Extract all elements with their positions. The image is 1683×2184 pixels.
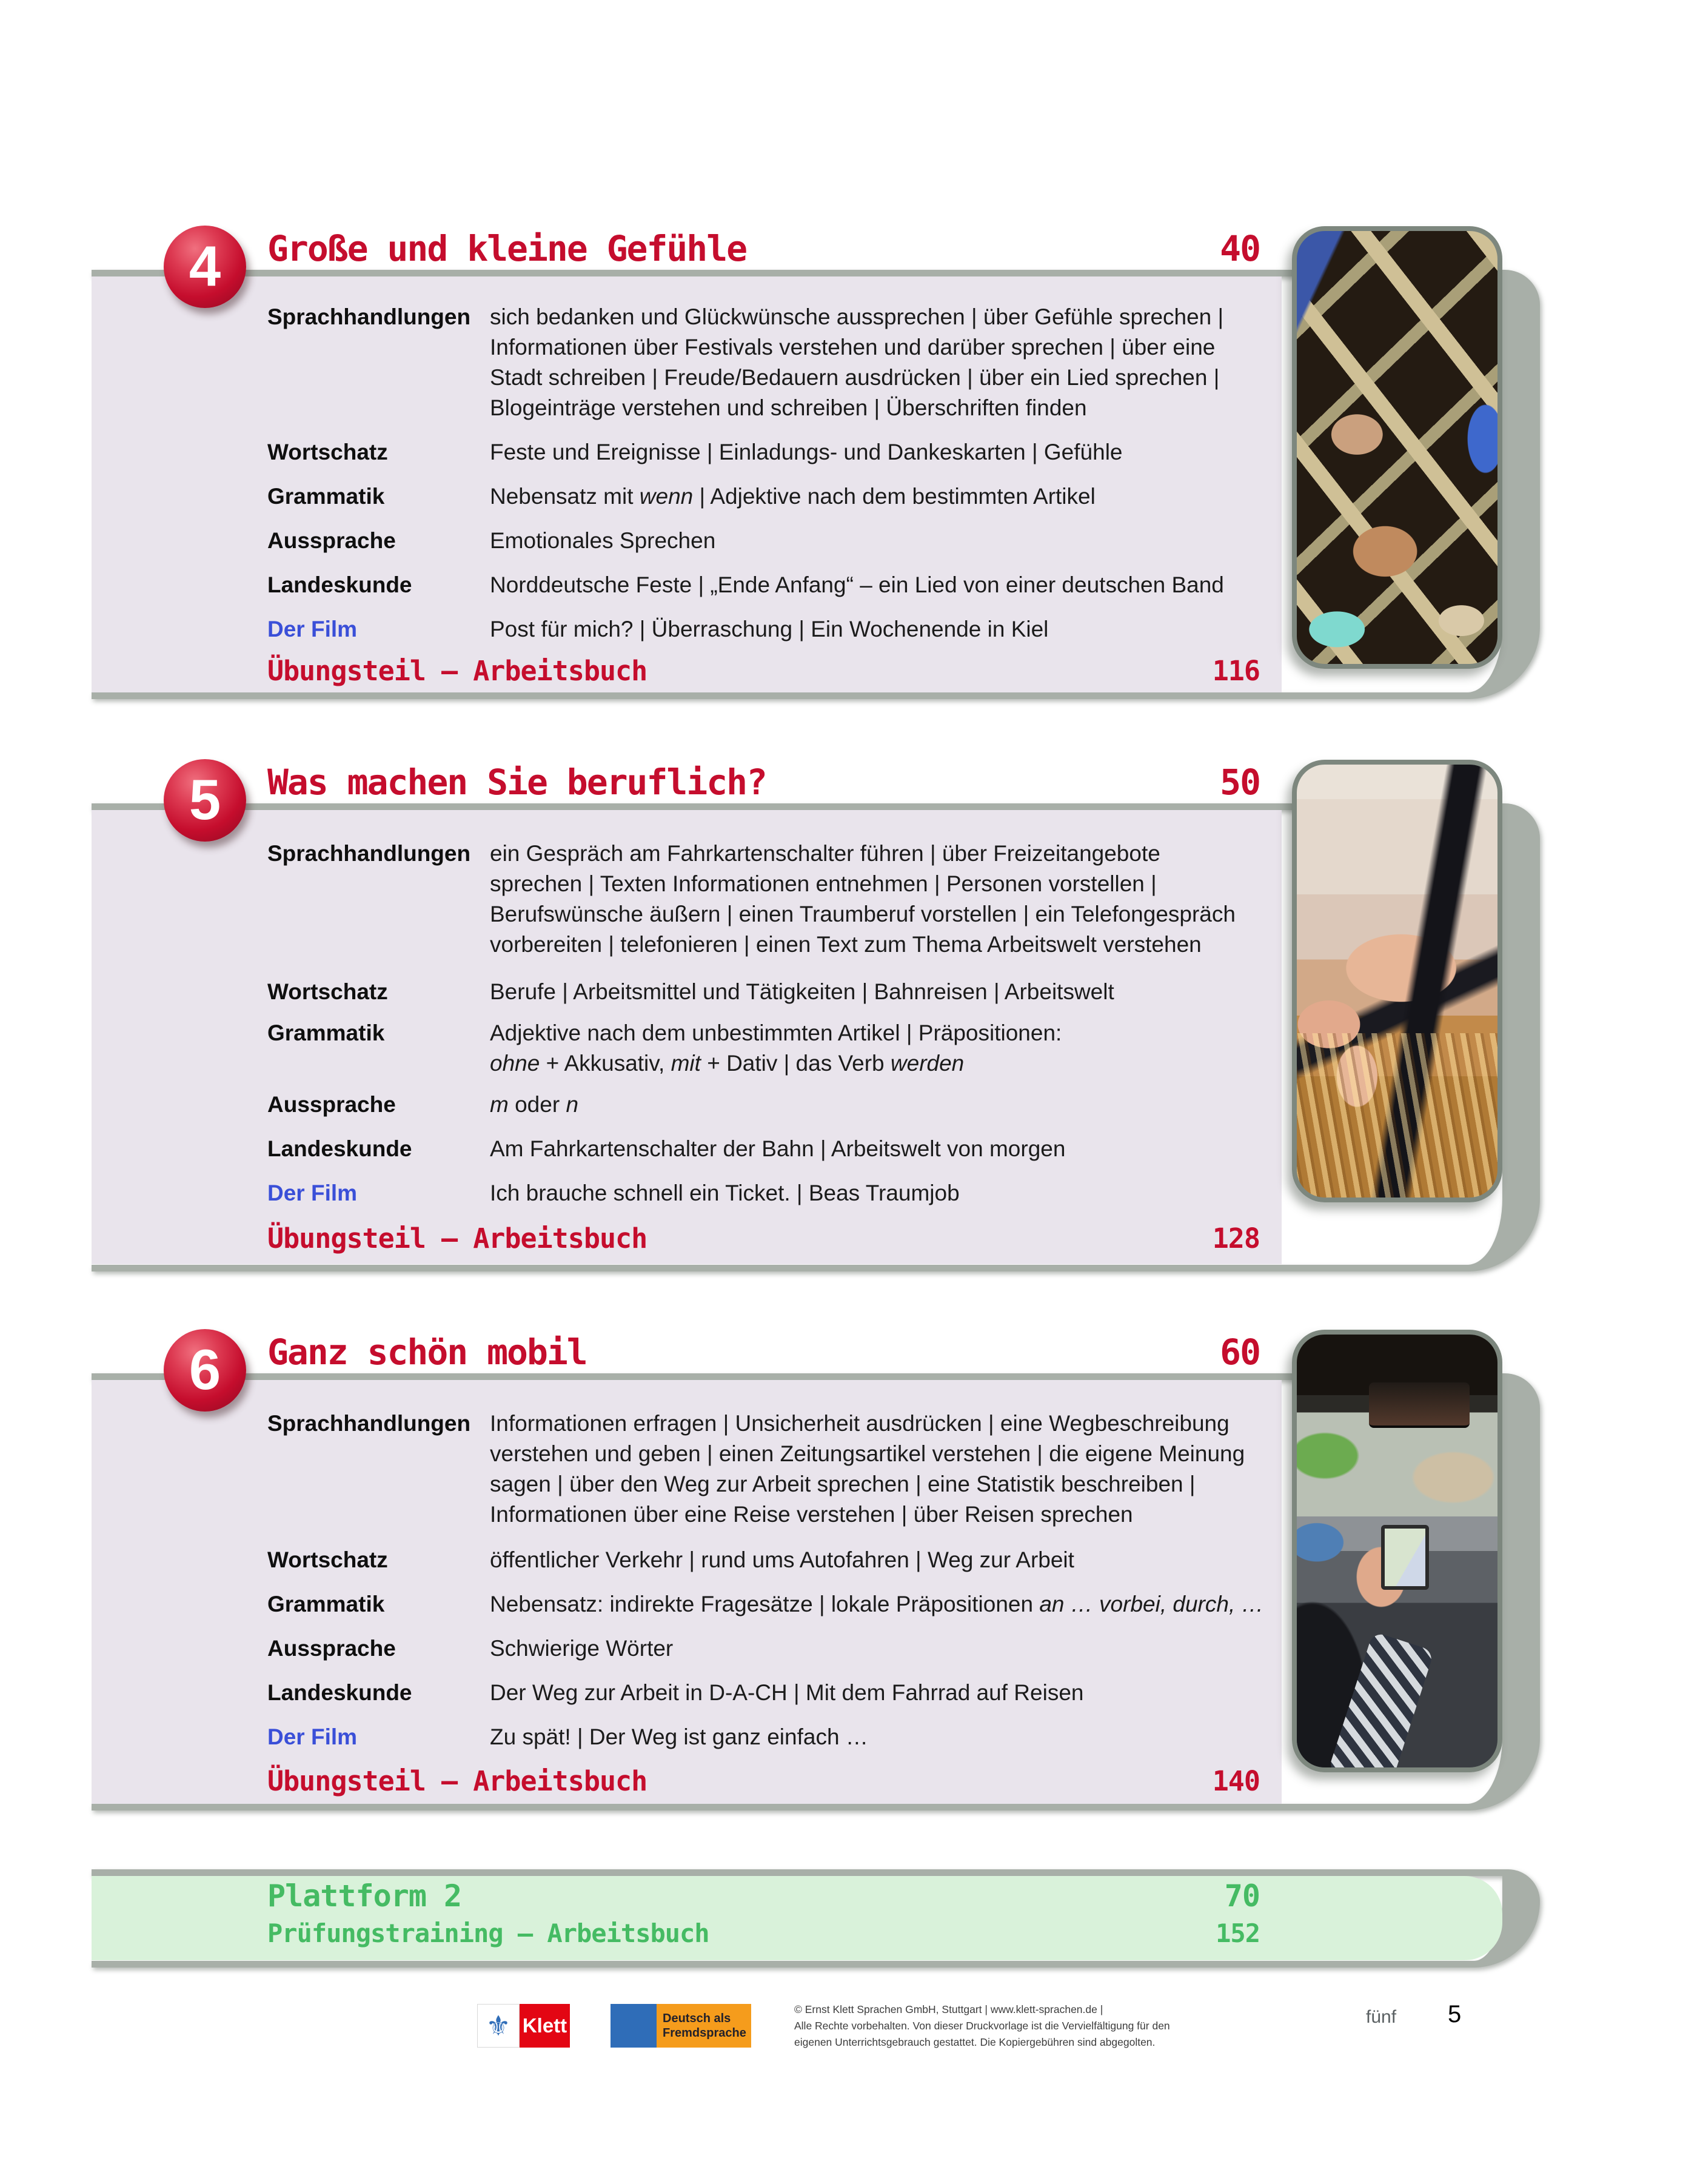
row-der-film: Der Film Ich brauche schnell ein Ticket. | Beas Traumjob [267, 1181, 960, 1205]
footer-page-word: fünf [1366, 2007, 1397, 2027]
photo-detail-hair [1297, 1033, 1497, 1198]
row-value-line: verstehen und geben | einen Zeitungsartikel verstehen | die eigene Meinung [490, 1441, 1245, 1466]
daf-logo [611, 2004, 751, 2048]
daf-logo-blue-block [611, 2004, 657, 2048]
workbook-label: Übungsteil – Arbeitsbuch [267, 655, 647, 687]
section-panel [92, 810, 1282, 1264]
row-value-line: Berufswünsche äußern | einen Traumberuf vorstellen | ein Telefongespräch [490, 902, 1236, 926]
chapter-title: Große und kleine Gefühle [267, 228, 747, 269]
chapter-page-number: 60 [1220, 1332, 1260, 1373]
row-value-line: Stadt schreiben | Freude/Bedauern ausdrücken | über ein Lied sprechen | [490, 365, 1220, 390]
row-der-film: Der Film Zu spät! | Der Weg ist ganz einfach … [267, 1724, 868, 1749]
photo-car-interior [1292, 1330, 1502, 1772]
row-value-line: sprechen | Texten Informationen entnehmen | Personen vorstellen | [490, 871, 1157, 896]
row-sprachhandlungen [92, 304, 1282, 332]
photo-detail-mirror [1369, 1382, 1470, 1428]
chapter-title: Was machen Sie beruflich? [267, 762, 766, 803]
row-landeskunde: Landeskunde Norddeutsche Feste | „Ende Anfang“ – ein Lied von einer deutschen Band [267, 572, 1224, 597]
workbook-label: Übungsteil – Arbeitsbuch [267, 1765, 647, 1797]
row-landeskunde: Landeskunde Der Weg zur Arbeit in D-A-CH | Mit dem Fahrrad auf Reisen [267, 1680, 1084, 1705]
klett-logo [477, 2004, 570, 2048]
workbook-page: 128 [1212, 1222, 1260, 1254]
footer-page-number: 5 [1448, 2001, 1462, 2028]
row-wortschatz: Wortschatz öffentlicher Verkehr | rund ums Autofahren | Weg zur Arbeit [267, 1547, 1074, 1572]
row-aussprache: Aussprache Emotionales Sprechen [267, 528, 716, 553]
row-value-line: Informationen über eine Reise verstehen | über Reisen sprechen [490, 1502, 1133, 1527]
row-aussprache: Aussprache m oder n [267, 1092, 579, 1117]
chapter-title: Ganz schön mobil [267, 1332, 587, 1373]
copyright-line: eigenen Unterrichtsgebrauch gestattet. Die Kopiergebühren sind abgegolten. [794, 2036, 1156, 2048]
klett-logo-text: Klett [520, 2004, 570, 2048]
workbook-row [92, 1222, 1282, 1254]
row-value-line: Informationen über Festivals verstehen und darüber sprechen | über eine [490, 335, 1216, 360]
row-aussprache: Aussprache Schwierige Wörter [267, 1636, 674, 1661]
pruefungstraining-page-number: 152 [1216, 1918, 1260, 1948]
workbook-row [92, 1767, 1282, 1795]
row-label: Sprachhandlungen [267, 304, 471, 329]
row-value: sich bedanken und Glückwünsche aussprechen | über Gefühle sprechen | [490, 304, 1224, 329]
row-grammatik: Grammatik Nebensatz: indirekte Fragesätze | lokale Präpositionen an … vorbei, durch, … [267, 1592, 1264, 1616]
chapter-number: 4 [189, 234, 221, 298]
plattform-title: Plattform 2 [267, 1878, 462, 1914]
row-sprachhandlungen: Sprachhandlungen ein Gespräch am Fahrkartenschalter führen | über Freizeitangebote [267, 841, 1160, 866]
chapter-page-number: 50 [1220, 762, 1260, 803]
photo-roller-coaster [1292, 226, 1502, 669]
row-der-film: Der Film Post für mich? | Überraschung | Ein Wochenende in Kiel [267, 617, 1049, 641]
plattform-page-number: 70 [1224, 1878, 1260, 1914]
row-value-line: vorbereiten | telefonieren | einen Text zum Thema Arbeitswelt verstehen [490, 932, 1202, 957]
row-value-line: sagen | über den Weg zur Arbeit sprechen | eine Statistik beschreiben | [490, 1472, 1196, 1496]
workbook-label: Übungsteil – Arbeitsbuch [267, 1222, 647, 1254]
chapter-badge [164, 759, 246, 842]
copyright-text [794, 2001, 1170, 2051]
row-value-line: Blogeinträge verstehen und schreiben | Überschriften finden [490, 395, 1087, 420]
chapter-badge [164, 1329, 246, 1412]
photo-detail-phone [1381, 1525, 1429, 1590]
row-value-line: ohne + Akkusativ, mit + Dativ | das Verb werden [490, 1051, 965, 1076]
section-panel [92, 1380, 1282, 1804]
workbook-page: 140 [1212, 1765, 1260, 1797]
workbook-page: 116 [1212, 655, 1260, 687]
section-panel [92, 276, 1282, 692]
row-landeskunde: Landeskunde Am Fahrkartenschalter der Bahn | Arbeitswelt von morgen [267, 1136, 1066, 1161]
plattform-panel [92, 1876, 1502, 1960]
row-sprachhandlungen: Sprachhandlungen Informationen erfragen | Unsicherheit ausdrücken | eine Wegbeschreibung [267, 1411, 1230, 1436]
chapter-number: 6 [189, 1338, 221, 1401]
row-grammatik: Grammatik Adjektive nach dem unbestimmten Artikel | Präpositionen: [267, 1020, 1062, 1045]
row-wortschatz: Wortschatz Berufe | Arbeitsmittel und Tätigkeiten | Bahnreisen | Arbeitswelt [267, 979, 1114, 1004]
daf-logo-text: Deutsch als Fremdsprache [657, 2004, 751, 2048]
copyright-line: Alle Rechte vorbehalten. Von dieser Druckvorlage ist die Vervielfältigung für den [794, 2020, 1170, 2032]
photo-hairdresser [1292, 760, 1502, 1202]
chapter-number: 5 [189, 768, 221, 831]
pruefungstraining-label: Prüfungstraining – Arbeitsbuch [267, 1918, 709, 1948]
chapter-page-number: 40 [1220, 228, 1260, 269]
klett-fleur-icon: ⚜ [477, 2004, 520, 2048]
workbook-row [92, 657, 1282, 685]
row-wortschatz: Wortschatz Feste und Ereignisse | Einladungs- und Dankeskarten | Gefühle [267, 440, 1123, 464]
row-grammatik: Grammatik Nebensatz mit wenn | Adjektive nach dem bestimmten Artikel [267, 484, 1096, 509]
chapter-badge [164, 226, 246, 308]
copyright-line: © Ernst Klett Sprachen GmbH, Stuttgart | www.klett-sprachen.de | [794, 2003, 1103, 2015]
